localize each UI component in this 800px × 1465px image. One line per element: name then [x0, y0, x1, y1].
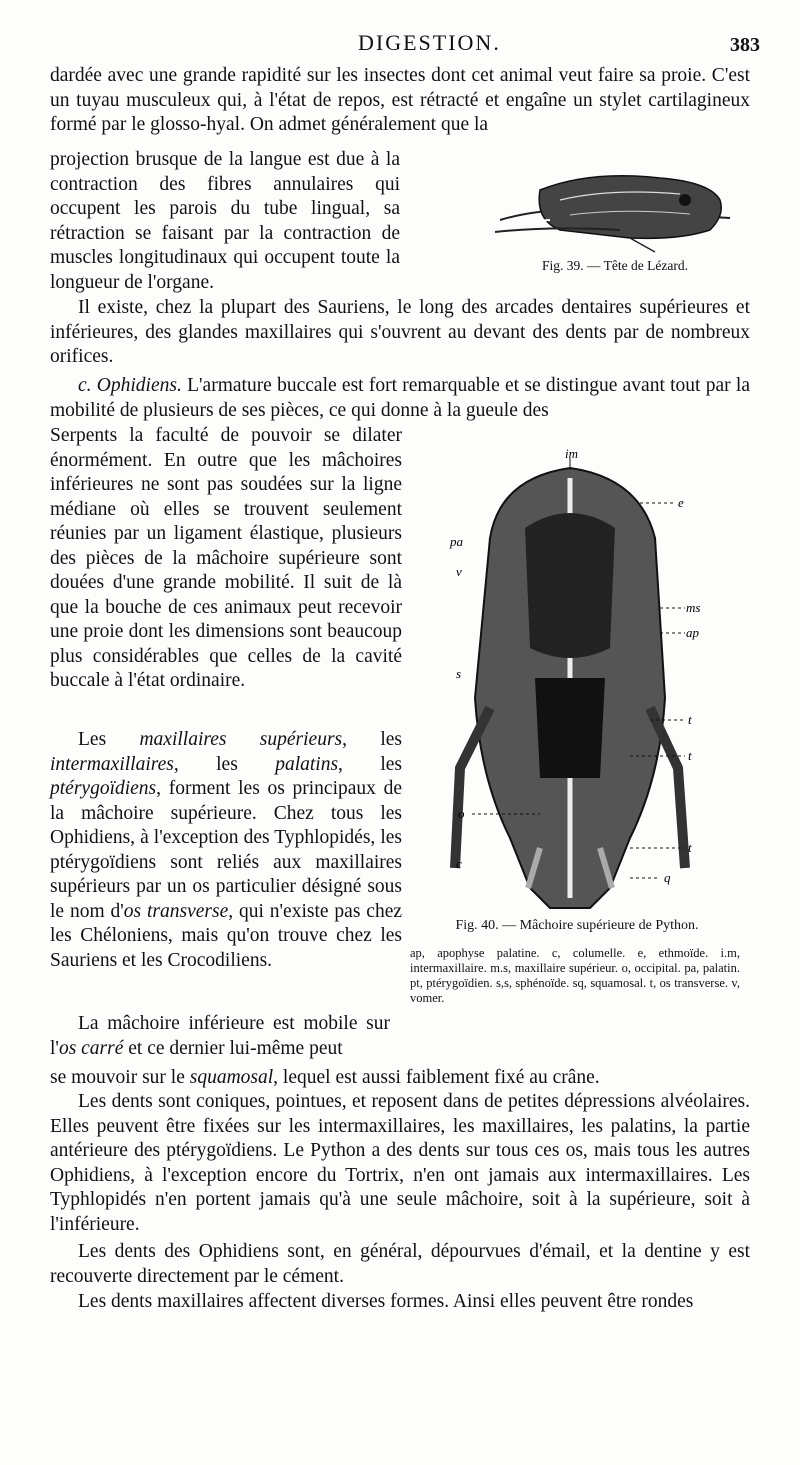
fig40-label-e: e — [678, 495, 684, 510]
paragraph-span: , les — [173, 753, 276, 775]
paragraph-text: projection brusque de la langue est due à la contraction des fibres annulaires qui occupent les parois du tube lingual, sa rétraction se faisant par la contraction de muscles longitudinaux qui occupent toute la longueur de l'organe. — [50, 149, 400, 293]
fig40-label-pa: pa — [450, 534, 463, 549]
fig40-label-tt: t — [688, 840, 692, 855]
lizard-head-illustration — [480, 160, 740, 260]
figure-40-caption: Fig. 40. — Mâchoire supérieure de Python. — [455, 918, 699, 933]
fig40-label-o: o — [458, 806, 465, 821]
fig40-label-v: v — [456, 564, 462, 579]
running-title: DIGESTION. — [358, 30, 501, 55]
paragraph-1-narrow — [50, 148, 400, 295]
term: intermaxillaires — [50, 753, 174, 775]
paragraph-5-full — [50, 1066, 750, 1091]
paragraph-3-narrow — [50, 424, 402, 694]
paragraph-text: Les dents sont coniques, pointues, et reposent dans de petites dépressions alvéolaires. Elles peuvent être fixées sur les intermaxillaires, les maxillaires, les palatins, la partie antérieure des ptérygoïdiens. Le Python a des dents sur tous ces os, mais tous les autres Ophidiens, à l'exception encore du Tortrix, n'en ont jamais aux intermaxillaires. Les Typhlopidés n'en portent jamais qu'à une seule mâchoire, soit à la supérieure, soit à l'inférieure. — [50, 1091, 750, 1235]
paragraph-text: Il existe, chez la plupart des Sauriens, le long des arcades dentaires supérieures et inférieures, des glandes maxillaires qui s'ouvrent au devant des dents par de nombreux orifices. — [50, 297, 750, 367]
paragraph-7 — [50, 1240, 750, 1289]
paragraph-text: Les dents maxillaires affectent diverses formes. Ainsi elles peuvent être rondes — [78, 1291, 694, 1312]
term: palatins — [275, 753, 339, 775]
figure-39-lizard-head — [480, 160, 740, 270]
fig40-label-q: q — [664, 870, 671, 885]
fig40-label-im: im — [565, 448, 578, 461]
page-number: 383 — [730, 34, 760, 56]
section-heading-ophidiens: c. Ophidiens. — [78, 375, 182, 396]
paragraph-span: L'armature buccale est fort remarquable et se distingue avant tout par la mobilité de plusieurs de ses pièces, ce qui donne à la gueule des — [50, 375, 750, 421]
paragraph-6 — [50, 1090, 750, 1237]
paragraph-span: , forment les os principaux de la mâchoire supérieure. Chez tous les Ophidiens, à l'exception des Typhlopidés, les ptérygoïdiens sont reliés aux maxillaires supérieurs par un os particulier désigné sous le nom d' — [50, 778, 402, 922]
fig40-label-ap: ap — [686, 625, 699, 640]
paragraph-text: Serpents la faculté de pouvoir se dilater énormément. En outre que les mâchoires inférieures ne sont pas soudées sur la ligne médiane où elles se trouvent seulement réunies par un ligament élastique, plusieurs des pièces de la mâchoire supérieure sont douées d'une grande mobilité. Il suit de là que la bouche de ces animaux peut recevoir une proie dont les dimensions sont beaucoup plus considérables que celles de la cavité buccale à l'état ordinaire. — [50, 425, 402, 691]
python-upper-jaw-illustration — [420, 448, 720, 918]
term: ptérygoïdiens — [50, 778, 157, 799]
paragraph-2 — [50, 296, 750, 370]
page-header — [48, 30, 760, 62]
term: squamosal — [189, 1067, 274, 1088]
paragraph-1-full — [50, 64, 750, 138]
paragraph-span: , les — [342, 729, 402, 750]
fig40-label-t: t — [688, 712, 692, 727]
fig40-label-s: s — [456, 666, 462, 681]
paragraph-3-full — [50, 374, 750, 423]
paragraph-text — [50, 728, 402, 973]
paragraph-span: et ce dernier lui-même peut — [123, 1037, 343, 1059]
paragraph-span: se mouvoir sur le — [50, 1067, 190, 1088]
fig40-label-c: c — [456, 856, 462, 871]
figure-39-caption: Fig. 39. — Tête de Lézard. — [542, 258, 688, 273]
paragraph-span: , qui n'existe pas chez les Chéloniens, mais qu'on trouve chez les Sauriens et les Crocodiliens. — [50, 900, 403, 971]
paragraph-text — [50, 374, 750, 423]
paragraph-span: , les — [338, 753, 402, 775]
fig40-label-ms: ms — [686, 600, 701, 615]
figure-40-python-jaw — [420, 448, 720, 918]
fig40-label-t2: t — [688, 748, 692, 763]
paragraph-5-narrow — [50, 1012, 390, 1061]
paragraph-4 — [50, 728, 402, 973]
paragraph-8 — [50, 1290, 750, 1315]
paragraph-span: , lequel est aussi faiblement fixé au crâne. — [273, 1067, 600, 1088]
paragraph-span: Les — [78, 729, 140, 750]
paragraph-text: dardée avec une grande rapidité sur les insectes dont cet animal veut faire sa proie. C'est un tuyau musculeux qui, à l'état de repos, est rétracté et engaîne un stylet cartilagineux formé par le glosso-hyal. On admet généralement que la — [50, 65, 750, 135]
paragraph-text: Les dents des Ophidiens sont, en général, dépourvues d'émail, et la dentine y est recouverte directement par le cément. — [50, 1241, 750, 1287]
paragraph-text — [50, 1066, 750, 1091]
term: os carré — [58, 1037, 124, 1059]
term: os transverse — [123, 900, 229, 922]
term: maxillaires supérieurs — [139, 729, 343, 750]
paragraph-span: La mâchoire inférieure est mobile sur l' — [50, 1013, 390, 1059]
paragraph-text — [50, 1012, 390, 1061]
figure-40-legend: ap, apophyse palatine. c, columelle. e, ethmoïde. i.m, intermaxillaire. m.s, maxillaire supérieur. o, occipital. pa, palatin. pt, ptérygoïdien. s,s, sphénoïde. sq, squamosal. t, os transverse. v, vomer. — [410, 946, 740, 1005]
